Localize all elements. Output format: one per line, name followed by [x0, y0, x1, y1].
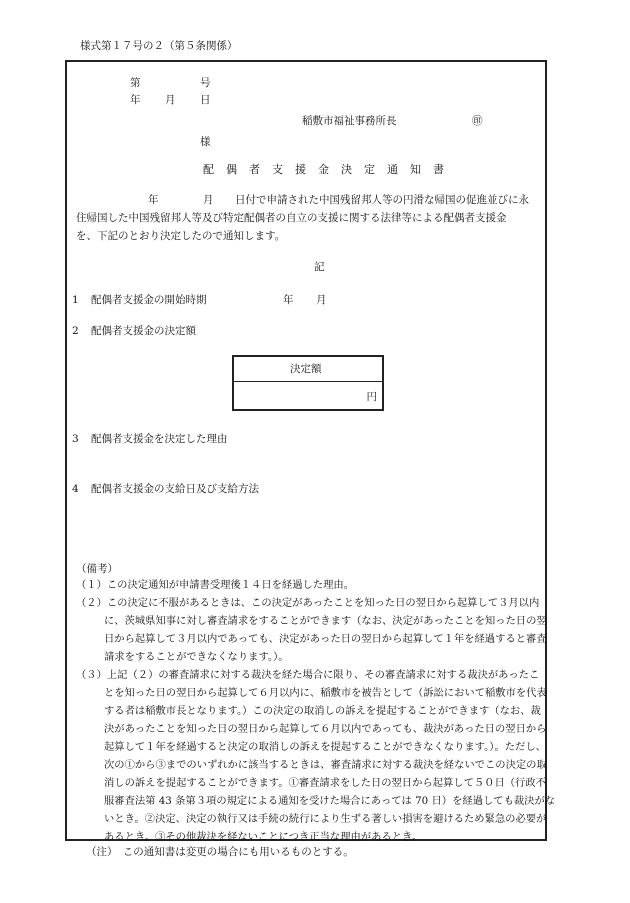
item-1-nen: 年 [283, 294, 294, 306]
body-date-nen: 年 [148, 194, 159, 206]
addressee-sama: 様 [200, 136, 211, 148]
date-nen: 年 [130, 94, 141, 106]
seal-mark: ㊞ [472, 115, 483, 127]
note-3-line: 服審査法第 43 条第３項の規定による通知を受けた場合にあっては 70 日）を経過しても裁決がな [104, 795, 556, 807]
item-2-number: 2 [72, 325, 79, 337]
number-go: 号 [200, 77, 211, 89]
item-3-label: 配偶者支援金を決定した理由 [91, 433, 228, 445]
remarks-title: （備考） [76, 563, 118, 575]
date-tsuki: 月 [165, 94, 176, 106]
note-2-line: （２）この決定に不服があるときは、この決定があったことを知った日の翌日から起算して３月以内 [76, 597, 540, 609]
remarks-note-2 [76, 594, 547, 666]
note-3-line: 次の①から③までのいずれかに該当するときは、審査請求に対する裁決を経ないでこの決定の取 [104, 759, 547, 771]
document-title: 配偶者支援金決定通知書 [203, 163, 456, 176]
note-3-line: 起算して１年を経過すると決定の取消しの訴えを提起することができなくなります。）。ただし、 [104, 741, 546, 753]
item-2-label: 配偶者支援金の決定額 [91, 325, 196, 337]
number-dai: 第 [130, 77, 141, 89]
date-hi: 日 [200, 94, 211, 106]
note-3-line: あるとき。③その他裁決を経ないことにつき正当な理由があるとき。 [104, 831, 423, 843]
issuer-name: 稲敷市福祉事務所長 [302, 115, 397, 127]
item-3-number: 3 [72, 433, 79, 445]
item-4-number: 4 [72, 483, 79, 495]
form-label: 様式第１７号の２（第５条関係） [80, 40, 238, 52]
item-1-number: 1 [72, 294, 79, 306]
item-1-label: 配偶者支援金の開始時期 [91, 294, 207, 306]
amount-box-header: 決定額 [290, 363, 322, 375]
note-3-line: 消しの訴えを提起することができます。①審査請求をした日の翌日から起算して５０日（行政不 [104, 777, 546, 789]
item-4-label: 配偶者支援金の支給日及び支給方法 [91, 483, 259, 495]
body-line-3: を、下記のとおり決定したので通知します。 [76, 230, 286, 242]
amount-unit: 円 [366, 391, 377, 403]
note-3-line: 決があったことを知った日の翌日から起算して６月以内であっても、裁決があった日の翌日から [104, 723, 547, 735]
remarks-note-3 [76, 666, 555, 846]
amount-box [232, 355, 384, 411]
note-3-line: とを知った日の翌日から起算して６月以内に、稲敷市を被告として（訴訟において稲敷市を代表 [104, 687, 547, 699]
note-1-line: （１）この決定通知が申請書受理後１４日を経過した理由。 [76, 579, 355, 591]
footer-note: （注） この通知書は変更の場合にも用いるものとする。 [86, 846, 354, 858]
note-2-line: 請求をすることができなくなります。）。 [104, 651, 289, 663]
body-date-tsuki: 月 [203, 194, 214, 206]
amount-box-divider [234, 381, 382, 382]
note-3-line: する者は稲敷市長となります。）この決定の取消しの訴えを提起することができます（なお、裁 [104, 705, 541, 717]
ki-heading: 記 [314, 261, 325, 273]
body-line-1: 日付で申請された中国残留邦人等の円滑な帰国の促進並びに永 [235, 194, 529, 206]
body-line-2: 住帰国した中国残留邦人等及び特定配偶者の自立の支援に関する法律等による配偶者支援金 [76, 212, 507, 224]
note-2-line: 日から起算して３月以内であっても、決定があった日の翌日から起算して１年を経過すると審査 [104, 633, 547, 645]
note-3-line: いとき。②決定、決定の執行又は手続の続行により生ずる著しい損害を避けるため緊急の必要が [104, 813, 547, 825]
note-3-line: （３）上記（２）の審査請求に対する裁決を経た場合に限り、その審査請求に対する裁決があったこ [76, 669, 540, 681]
item-1-tsuki: 月 [316, 294, 327, 306]
note-2-line: に、茨城県知事に対し審査請求をすることができます（なお、決定があったことを知った日の翌 [104, 615, 547, 627]
remarks-note-1 [76, 576, 354, 594]
